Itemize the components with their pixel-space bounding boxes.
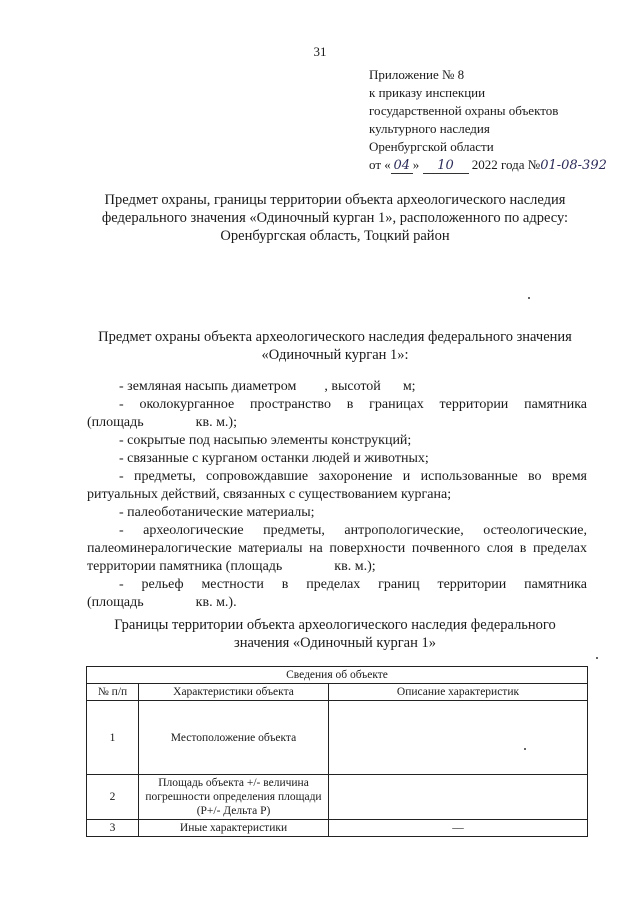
list-item: - предметы, сопровождавшие захоронение и использованные во время ритуальных действий, связанных с существованием кургана; bbox=[87, 469, 587, 502]
order-date-line bbox=[369, 156, 607, 175]
row-description bbox=[329, 775, 588, 820]
title-line: федерального значения «Одиночный курган 1», расположенного по адресу: bbox=[101, 210, 569, 226]
row-description: — bbox=[329, 820, 588, 837]
appendix-line: к приказу инспекции bbox=[369, 85, 486, 100]
row-number: 3 bbox=[87, 820, 139, 837]
scan-speck bbox=[528, 297, 530, 299]
table-row bbox=[87, 775, 588, 820]
order-month-handwritten: 10 bbox=[423, 159, 469, 174]
row-description bbox=[329, 701, 588, 775]
order-date-close: » bbox=[412, 157, 420, 172]
appendix-header bbox=[369, 66, 607, 175]
subject-line: «Одиночный курган 1»: bbox=[261, 347, 409, 363]
table-header-row bbox=[87, 684, 588, 701]
list-item: - рельеф местности в пределах границ территории памятника bbox=[119, 577, 587, 592]
scan-speck bbox=[524, 748, 526, 750]
list-item: - земляная насыпь диаметром , высотой м; bbox=[119, 379, 416, 394]
protection-items-list bbox=[87, 378, 587, 612]
order-day-handwritten: 04 bbox=[391, 159, 413, 174]
borders-line: значения «Одиночный курган 1» bbox=[234, 635, 436, 651]
list-item: - сокрытые под насыпью элементы конструкций; bbox=[119, 433, 412, 448]
order-number-handwritten: 01-08-392 bbox=[540, 158, 607, 173]
header-cell-description: Описание характеристик bbox=[329, 684, 588, 701]
row-characteristic: Иные характеристики bbox=[139, 820, 329, 837]
table-caption-row bbox=[87, 667, 588, 684]
order-year-text: 2022 года № bbox=[471, 157, 541, 172]
borders-line: Границы территории объекта археологического наследия федерального bbox=[114, 617, 556, 633]
row-characteristic: Площадь объекта +/- величина погрешности определения площади (P+/- Дельта P) bbox=[139, 775, 329, 820]
row-number: 1 bbox=[87, 701, 139, 775]
header-cell-number: № п/п bbox=[87, 684, 139, 701]
borders-heading bbox=[70, 616, 600, 652]
table-caption: Сведения об объекте bbox=[87, 667, 588, 684]
list-item: - палеоботанические материалы; bbox=[119, 505, 315, 520]
title-line: Оренбургская область, Тоцкий район bbox=[220, 228, 450, 244]
table-row bbox=[87, 701, 588, 775]
appendix-line: культурного наследия bbox=[369, 121, 490, 136]
appendix-title: Приложение № 8 bbox=[369, 67, 465, 82]
appendix-line: Оренбургской области bbox=[369, 139, 494, 154]
subject-heading bbox=[70, 328, 600, 364]
row-characteristic: Местоположение объекта bbox=[139, 701, 329, 775]
order-date-prefix: от « bbox=[369, 157, 391, 172]
header-cell-characteristic: Характеристики объекта bbox=[139, 684, 329, 701]
list-item: - связанные с курганом останки людей и животных; bbox=[119, 451, 429, 466]
subject-line: Предмет охраны объекта археологического наследия федерального значения bbox=[98, 329, 572, 345]
title-line: Предмет охраны, границы территории объекта археологического наследия bbox=[104, 192, 566, 208]
row-number: 2 bbox=[87, 775, 139, 820]
appendix-line: государственной охраны объектов bbox=[369, 103, 559, 118]
table-row bbox=[87, 820, 588, 837]
document-title bbox=[70, 191, 600, 245]
list-item-continuation: (площадь кв. м.). bbox=[87, 595, 237, 610]
list-item: - околокурганное пространство в границах территории памятника bbox=[119, 397, 587, 412]
object-info-table bbox=[86, 666, 588, 837]
list-item-continuation: (площадь кв. м.); bbox=[87, 415, 237, 430]
scan-speck bbox=[596, 657, 598, 659]
list-item: - археологические предметы, антропологические, остеологические, палеоминералогические материалы на поверхности почвенного слоя в пределах территории памятника (площадь кв. м.); bbox=[87, 523, 587, 574]
page-number: 31 bbox=[313, 44, 327, 59]
